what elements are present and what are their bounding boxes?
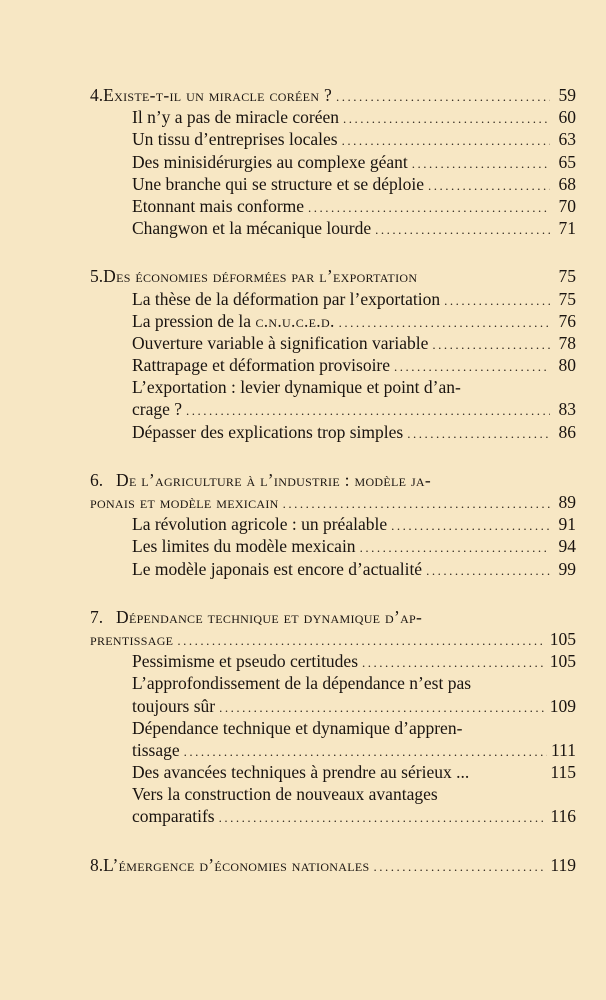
section-entry xyxy=(90,310,576,332)
page-number: 71 xyxy=(558,218,576,239)
section-entry xyxy=(90,217,576,239)
chapter-number: 4. xyxy=(90,85,104,105)
leader-dots xyxy=(407,423,550,445)
section-entry xyxy=(90,288,576,310)
leader-dots xyxy=(432,334,550,356)
section-title: Dépasser des explications trop simples xyxy=(132,421,404,442)
page-number: 83 xyxy=(558,399,576,420)
page-number: 65 xyxy=(558,151,576,172)
section-title-continued: toujours sûr xyxy=(132,695,216,716)
chapter-title-continued: ponais et modèle mexicain xyxy=(90,492,279,512)
section-title xyxy=(132,310,335,332)
leader-dots xyxy=(360,537,550,559)
leader-dots xyxy=(308,197,550,219)
page-number: 89 xyxy=(558,492,576,512)
chapter-heading-line2 xyxy=(90,628,576,650)
chapter-heading xyxy=(90,854,576,876)
section-title-continued: tissage xyxy=(132,739,180,760)
chapter-title: De l’agriculture à l’industrie : modèle ja- xyxy=(116,469,432,490)
section-entry xyxy=(90,106,576,128)
acronym: c.n.u.c.e.d. xyxy=(255,310,335,331)
chapter-title-continued: prentissage xyxy=(90,628,174,649)
section-entry xyxy=(90,761,576,783)
section-entry xyxy=(90,151,576,173)
section-title-text: La pression de la xyxy=(132,310,256,331)
section-entry xyxy=(90,513,576,535)
chapter-heading-line1 xyxy=(90,469,576,491)
chapter-heading-line1 xyxy=(90,606,576,628)
page-number: 91 xyxy=(558,514,576,535)
section-title: Changwon et la mécanique lourde xyxy=(132,218,372,239)
page-number: 60 xyxy=(558,107,576,128)
section-title: Ouverture variable à signification variable xyxy=(132,332,429,353)
page-number: 94 xyxy=(558,536,576,557)
section-entry xyxy=(90,354,576,376)
section-title: Dépendance technique et dynamique d’appren- xyxy=(132,717,463,738)
leader-dots xyxy=(343,108,550,130)
section-entry xyxy=(90,173,576,195)
leader-dots xyxy=(444,290,550,312)
page-number: 63 xyxy=(558,129,576,150)
section-entry-line1 xyxy=(90,783,576,805)
chapter-7 xyxy=(90,606,576,828)
page-number: 78 xyxy=(558,332,576,353)
leader-dots xyxy=(375,219,550,241)
section-title: Des avancées techniques à prendre au sérieux ... xyxy=(132,762,470,783)
chapter-heading xyxy=(90,84,576,106)
section-title: Une branche qui se structure et se déploie xyxy=(132,173,425,194)
page-number: 109 xyxy=(549,695,576,716)
chapter-number: 8. xyxy=(90,854,104,875)
chapter-heading-line2 xyxy=(90,491,576,513)
leader-dots xyxy=(428,175,550,197)
page-number: 76 xyxy=(558,310,576,331)
section-title: Etonnant mais conforme xyxy=(132,195,305,216)
leader-dots xyxy=(394,356,550,378)
leader-dots xyxy=(362,652,546,674)
page-number: 115 xyxy=(550,762,576,783)
page-number: 86 xyxy=(558,421,576,442)
leader-dots xyxy=(342,130,550,152)
leader-dots xyxy=(219,807,547,829)
page-number: 80 xyxy=(558,355,576,376)
section-title: L’approfondissement de la dépendance n’est pas xyxy=(132,673,472,694)
chapter-title: Dépendance technique et dynamique d’ap- xyxy=(116,606,423,627)
chapter-number: 6. xyxy=(90,469,104,490)
leader-dots xyxy=(339,312,550,334)
section-title: Rattrapage et déformation provisoire xyxy=(132,355,391,376)
section-entry-line1 xyxy=(90,376,576,398)
section-title: Pessimisme et pseudo certitudes xyxy=(132,651,359,672)
section-title: L’exportation : levier dynamique et point d’an- xyxy=(132,377,461,398)
leader-dots xyxy=(336,86,550,108)
section-title: Il n’y a pas de miracle coréen xyxy=(132,107,339,128)
section-entry-line2 xyxy=(90,695,576,717)
page-number: 75 xyxy=(558,266,576,287)
page-number: 105 xyxy=(549,628,576,649)
chapter-title: L’émergence d’économies nationales xyxy=(103,854,370,875)
section-title-continued: comparatifs xyxy=(132,806,215,827)
section-entry xyxy=(90,332,576,354)
section-entry xyxy=(90,558,576,580)
section-entry-line1 xyxy=(90,672,576,694)
page-number: 116 xyxy=(550,806,576,827)
page-number: 111 xyxy=(551,739,576,760)
chapter-5 xyxy=(90,265,576,443)
chapter-heading xyxy=(90,265,576,287)
section-title: La révolution agricole : un préalable xyxy=(132,514,388,535)
section-title: Des minisidérurgies au complexe géant xyxy=(132,151,408,172)
page-number: 59 xyxy=(558,85,576,105)
section-entry-line1 xyxy=(90,717,576,739)
section-title: Vers la construction de nouveaux avantages xyxy=(132,784,438,805)
section-entry xyxy=(90,650,576,672)
section-title: Les limites du modèle mexicain xyxy=(132,536,356,557)
chapter-title: Des économies déformées par l’exportation xyxy=(103,266,418,287)
section-entry-line2 xyxy=(90,739,576,761)
section-title: Le modèle japonais est encore d’actualité xyxy=(132,558,423,579)
leader-dots xyxy=(283,493,550,515)
chapter-4 xyxy=(90,84,576,239)
page-number: 68 xyxy=(558,173,576,194)
section-entry xyxy=(90,421,576,443)
leader-dots xyxy=(177,630,545,652)
leader-dots xyxy=(186,400,550,422)
leader-dots xyxy=(391,515,550,537)
chapter-number: 5. xyxy=(90,266,104,287)
page-number: 105 xyxy=(549,651,576,672)
chapter-title: Existe-t-il un miracle coréen ? xyxy=(103,85,333,105)
leader-dots xyxy=(184,741,547,763)
leader-dots xyxy=(373,856,546,878)
section-entry xyxy=(90,195,576,217)
leader-dots xyxy=(412,153,550,175)
page-number: 75 xyxy=(558,288,576,309)
chapter-6 xyxy=(90,469,576,580)
section-entry xyxy=(90,535,576,557)
chapter-8 xyxy=(90,854,576,876)
leader-dots xyxy=(426,560,550,582)
page-number: 99 xyxy=(558,558,576,579)
leader-dots xyxy=(219,697,546,719)
chapter-number: 7. xyxy=(90,606,104,627)
page-number: 119 xyxy=(550,854,576,875)
section-entry-line2 xyxy=(90,805,576,827)
table-of-contents xyxy=(90,84,576,902)
section-entry xyxy=(90,128,576,150)
section-title-continued: crage ? xyxy=(132,399,183,420)
section-title: La thèse de la déformation par l’exportation xyxy=(132,288,441,309)
section-title: Un tissu d’entreprises locales xyxy=(132,129,338,150)
page-number: 70 xyxy=(558,195,576,216)
section-entry-line2 xyxy=(90,398,576,420)
